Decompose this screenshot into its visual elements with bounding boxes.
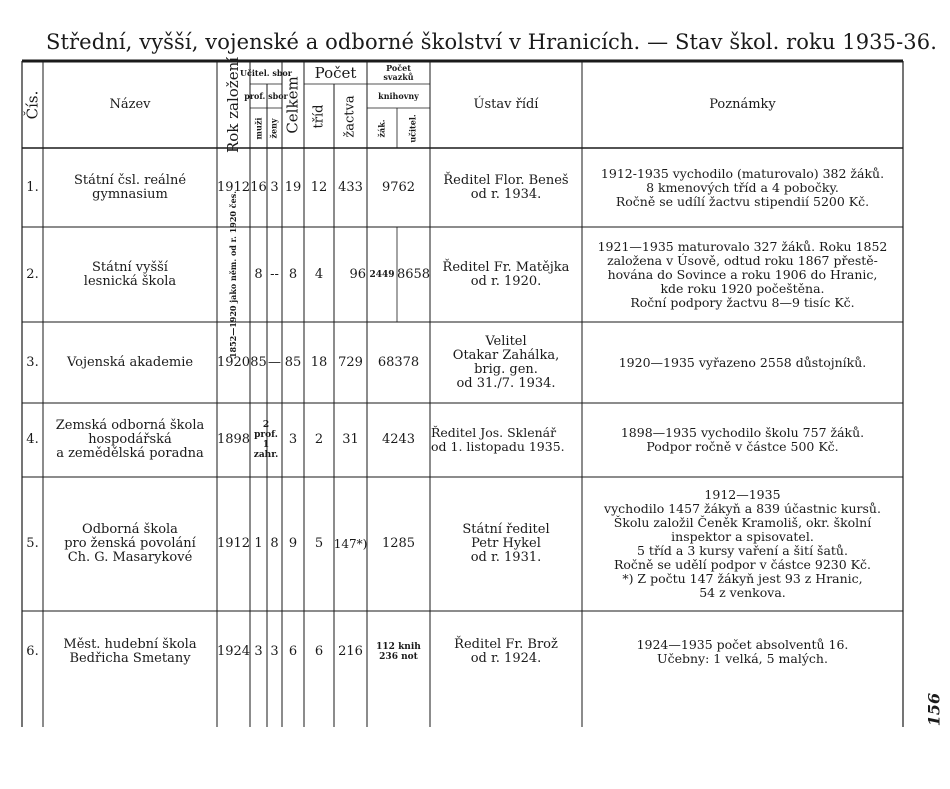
page-number: 156	[924, 692, 944, 727]
row2-poznamky: 1921—1935 maturovalo 327 žáků. Roku 1852 založena v Úsově, odtud roku 1867 přestě- hována do Sovince a roku 1906 do Hranic, kde roku 1920 počeštěna. Roční podpory žactvu 8—9 tisíc Kč.	[597, 238, 888, 310]
header-pocet-svazku: Počet svazků	[383, 63, 414, 82]
row1-knihovna: 9762	[381, 179, 416, 195]
row2-trid: 4	[314, 266, 324, 282]
row4-sbor: 2 prof. 1 zahr.	[253, 420, 279, 460]
row4-cis: 4.	[26, 432, 39, 447]
row2-celkem: 8	[288, 266, 298, 282]
row6-zactva: 216	[338, 644, 363, 659]
row3-cis: 3.	[26, 354, 39, 370]
row2-rok: 1852—1920 jako něm. od r. 1920 čes.	[228, 190, 239, 359]
row6-knihovna: 112 knih 236 not	[376, 642, 421, 662]
row1-trid: 12	[310, 179, 328, 195]
row5-ustav: Státní ředitel Petr Hykel od r. 1931.	[462, 522, 550, 565]
row3-zeny: —	[268, 354, 281, 370]
row5-knihovna: 1285	[381, 536, 416, 551]
header-nazev: Název	[109, 97, 151, 112]
row1-poznamky: 1912-1935 vychodilo (maturovalo) 382 žáků. 8 kmenových tříd a 4 pobočky. Ročně se udílí žactvu stipendií 5200 Kč.	[600, 165, 885, 209]
row3-ustav: Velitel Otakar Zahálka, brig. gen. od 31./7. 1934.	[452, 333, 560, 391]
row4-ustav: Ředitel Jos. Sklenář od 1. listopadu 1935.	[431, 425, 565, 454]
row5-zactva: 147*)	[333, 537, 368, 551]
row3-nazev: Vojenská akademie	[66, 354, 194, 370]
row4-knihovna: 4243	[381, 432, 416, 447]
header-zactva: žactva	[343, 95, 359, 138]
header-prof-sbor: prof. sbor	[244, 91, 288, 101]
row3-knihovna: 68378	[377, 354, 420, 370]
header-poznamky: Poznámky	[709, 97, 776, 112]
row1-nazev: Státní čsl. reálné gymnasium	[73, 172, 187, 202]
row3-zactva: 729	[338, 354, 363, 370]
row6-celkem: 6	[288, 644, 298, 659]
row6-poznamky: 1924—1935 počet absolventů 16. Učebny: 1 velká, 5 malých.	[636, 637, 849, 666]
row2-zactva: 96	[349, 266, 366, 282]
row1-zactva: 433	[338, 179, 363, 195]
row6-cis: 6.	[26, 644, 39, 659]
row5-rok: 1912	[216, 536, 251, 551]
row4-rok: 1898	[216, 432, 251, 447]
header-ucitel: učitel.	[408, 114, 418, 143]
row3-rok: 1920	[216, 354, 251, 370]
row5-muzi: 1	[254, 536, 263, 551]
header-celkem: Celkem	[284, 76, 302, 134]
row4-trid: 2	[314, 432, 324, 447]
row4-nazev: Zemská odborná škola hospodářská a zemědělská poradna	[55, 418, 205, 461]
row1-zeny: 3	[270, 179, 279, 195]
row4-celkem: 3	[288, 432, 298, 447]
row6-ustav: Ředitel Fr. Brož od r. 1924.	[454, 637, 558, 666]
header-cis: Čís.	[23, 90, 42, 120]
header-zak: žák.	[376, 119, 387, 138]
row4-zactva: 31	[342, 432, 359, 447]
header-pocet: Počet	[314, 64, 357, 82]
header-rok-zalozeni: Rok založení	[224, 56, 243, 154]
row1-rok: 1912	[216, 179, 251, 195]
row2-nazev: Státní vyšší lesnická škola	[83, 259, 177, 289]
row6-muzi: 3	[254, 644, 263, 659]
row5-zeny: 8	[270, 536, 279, 551]
row6-nazev: Měst. hudební škola Bedřicha Smetany	[63, 637, 197, 666]
row1-cis: 1.	[26, 179, 39, 195]
row1-ustav: Ředitel Flor. Beneš od r. 1934.	[443, 172, 569, 202]
row3-poznamky: 1920—1935 vyřazeno 2558 důstojníků.	[618, 354, 867, 370]
row2-ustav: Ředitel Fr. Matějka od r. 1920.	[442, 259, 570, 289]
row6-rok: 1924	[216, 644, 251, 659]
row4-poznamky: 1898—1935 vychodilo školu 757 žáků. Podpor ročně v částce 500 Kč.	[620, 425, 865, 454]
header-ucitel-sbor: Učitel. sbor	[240, 67, 292, 78]
header-muzi: muži	[253, 117, 263, 140]
row3-muzi: 85	[250, 354, 267, 370]
row2-knihovna-zak: 2449	[369, 269, 395, 280]
row2-muzi: 8	[254, 266, 263, 282]
header-trid: tříd	[311, 104, 327, 129]
header-ustav-ridi: Ústav řídí	[473, 97, 539, 112]
header-zeny: ženy	[269, 118, 280, 139]
header-knihovny: knihovny	[378, 91, 419, 101]
row5-cis: 5.	[26, 536, 39, 551]
row2-cis: 2.	[26, 266, 39, 282]
row6-zeny: 3	[270, 644, 279, 659]
row5-trid: 5	[314, 536, 324, 551]
row5-poznamky: 1912—1935 vychodilo 1457 žákyň a 839 účastnic kursů. Školu založil Čeněk Kramoliš, okr. školní inspektor a spisovatel. 5 tříd a 3 kursy vaření a šití šatů. Ročně se udělí podpor v částce 9230 Kč. *) Z počtu 147 žákyň jest 93 z Hranic, 54 z venkova.	[604, 487, 881, 600]
row5-nazev: Odborná škola pro ženská povolání Ch. G. Masarykové	[64, 522, 196, 565]
row1-muzi: 16	[250, 179, 267, 195]
row1-celkem: 19	[284, 179, 302, 195]
page-title: Střední, vyšší, vojenské a odborné školství v Hranicích. — Stav škol. roku 1935-36.	[46, 30, 937, 54]
row3-celkem: 85	[284, 354, 302, 370]
row6-trid: 6	[314, 644, 324, 659]
row3-trid: 18	[310, 354, 328, 370]
row2-knihovna-ucitel: 8658	[396, 266, 431, 282]
row2-zeny: --	[270, 266, 279, 282]
row5-celkem: 9	[288, 536, 298, 551]
